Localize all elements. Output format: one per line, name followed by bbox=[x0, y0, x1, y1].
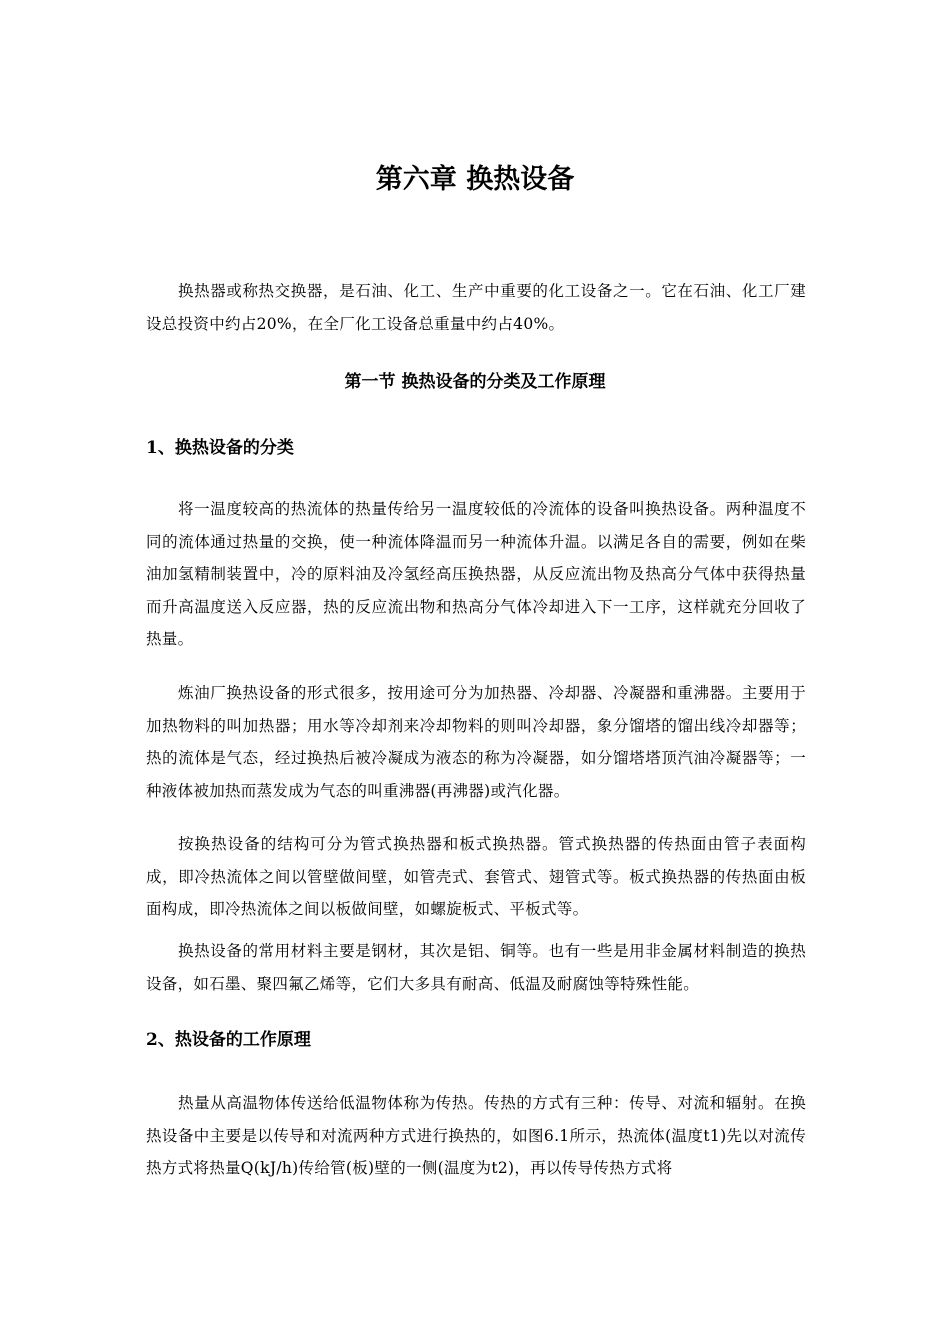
paragraph-heat-transfer: 热量从高温物体传送给低温物体称为传热。传热的方式有三种：传导、对流和辐射。在换热设备中主要是以传导和对流两种方式进行换热的，如图6.1所示，热流体(温度t1)先以对流传热方式将热量Q(kJ/h)传给管(板)壁的一侧(温度为t2)，再以传导传热方式将 bbox=[146, 1094, 806, 1177]
paragraph-definition: 将一温度较高的热流体的热量传给另一温度较低的冷流体的设备叫换热设备。两种温度不同的流体通过热量的交换，使一种流体降温而另一种流体升温。以满足各自的需要，例如在柴油加氢精制装置中，冷的原料油及冷氢经高压换热器，从反应流出物及热高分气体中获得热量而升高温度送入反应器，热的反应流出物和热高分气体冷却进入下一工序，这样就充分回收了热量。 bbox=[146, 500, 806, 648]
paragraph-structure-types: 按换热设备的结构可分为管式换热器和板式换热器。管式换热器的传热面由管子表面构成，即冷热流体之间以管壁做间壁，如管壳式、套管式、翅管式等。板式换热器的传热面由板面构成，即冷热流体之间以板做间壁，如螺旋板式、平板式等。 bbox=[146, 835, 806, 918]
intro-paragraph: 换热器或称热交换器，是石油、化工、生产中重要的化工设备之一。它在石油、化工厂建设总投资中约占20%，在全厂化工设备总重量中约占40%。 bbox=[146, 282, 806, 333]
paragraph-usage-types: 炼油厂换热设备的形式很多，按用途可分为加热器、冷却器、冷凝器和重沸器。主要用于加热物料的叫加热器；用水等冷却剂来冷却物料的则叫冷却器，象分馏塔的馏出线冷却器等；热的流体是气态，经过换热后被冷凝成为液态的称为冷凝器，如分馏塔塔顶汽油冷凝器等；一种液体被加热而蒸发成为气态的叫重沸器(再沸器)或汽化器。 bbox=[146, 684, 806, 800]
chapter-title: 第六章 换热设备 bbox=[375, 164, 575, 195]
subsection-heading-principle: 2、热设备的工作原理 bbox=[146, 1030, 311, 1050]
paragraph-materials: 换热设备的常用材料主要是钢材，其次是铝、铜等。也有一些是用非金属材料制造的换热设备，如石墨、聚四氟乙烯等，它们大多具有耐高、低温及耐腐蚀等特殊性能。 bbox=[146, 942, 806, 993]
subsection-heading-classification: 1、换热设备的分类 bbox=[146, 438, 294, 458]
section-title: 第一节 换热设备的分类及工作原理 bbox=[344, 372, 606, 392]
